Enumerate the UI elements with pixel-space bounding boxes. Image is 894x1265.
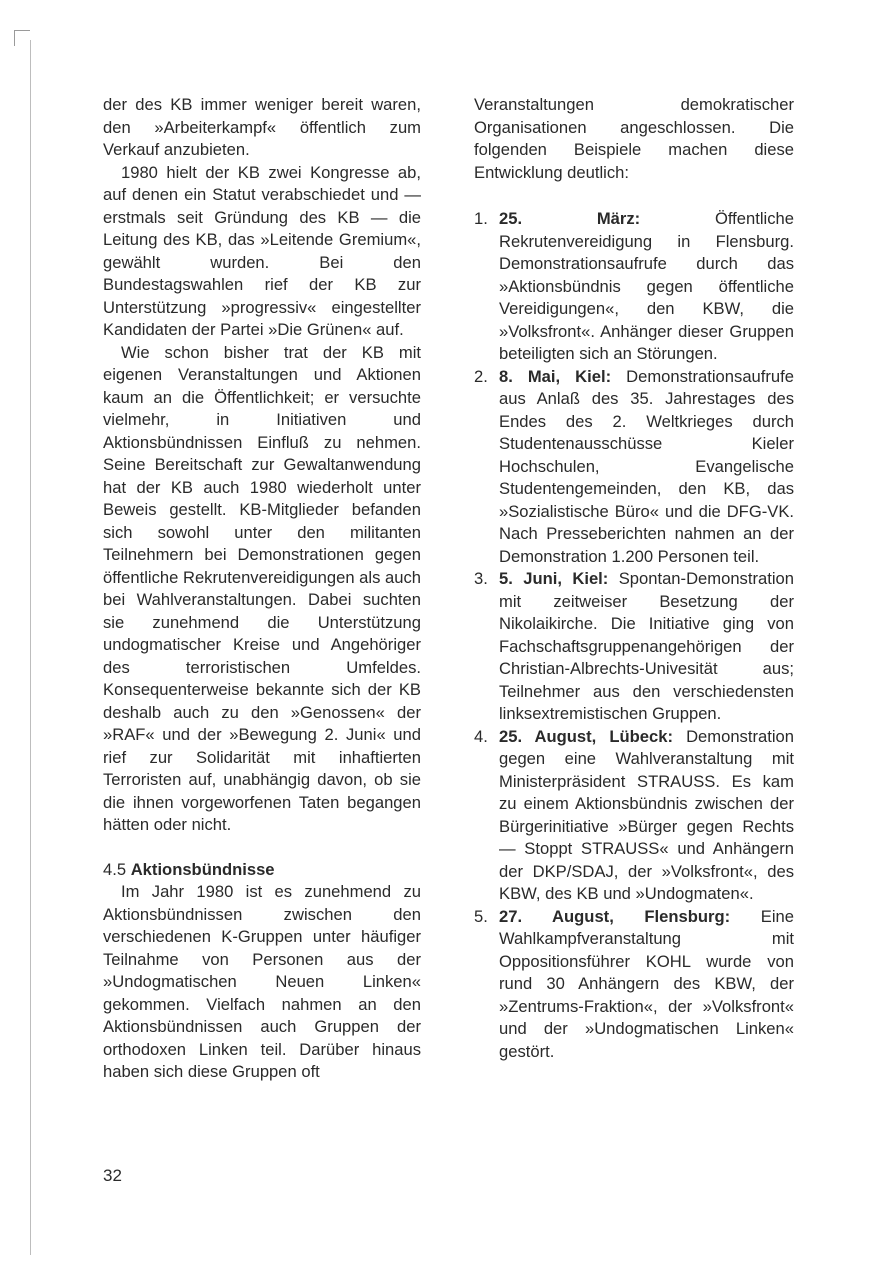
event-heading: 25. März: xyxy=(499,209,641,228)
event-item xyxy=(474,906,794,1064)
scan-corner-mark xyxy=(14,30,30,31)
event-text: Demonstration gegen eine Wahlveranstaltung mit Ministerpräsident STRAUSS. Es kam zu einem Aktionsbündnis zwischen der Bürgerinitiative »Bürger gegen Rechts — Stoppt STRAUSS« und Anhängern der DKP/SDAJ, der »Volksfront«, des KBW, des KB und »Undogmaten«. xyxy=(499,726,794,903)
paragraph-continuation: der des KB immer weniger bereit waren, den »Arbeiterkampf« öffentlich zum Verkauf anzubieten. xyxy=(103,95,421,159)
section-heading xyxy=(103,859,421,882)
section-title: Aktionsbündnisse xyxy=(130,859,275,879)
section-number: 4.5 xyxy=(103,859,127,879)
event-number: 1. xyxy=(474,209,488,228)
event-text: Spontan-Demonstration mit zeitweiser Besetzung der Nikolaikirche. Die Initiative ging von Fachschaftsgruppenangehörigen der Christian-Albrechts-Univesität aus; Teilnehmer aus den verschiedensten linksextremistischen Gruppen. xyxy=(499,569,794,723)
event-number: 4. xyxy=(474,726,488,746)
event-number: 2. xyxy=(474,366,488,386)
event-number: 5. xyxy=(474,906,488,926)
event-heading: 25. August, Lübeck: xyxy=(499,726,673,746)
event-item xyxy=(474,208,794,366)
event-number: 3. xyxy=(474,569,488,588)
event-heading: 27. August, Flensburg: xyxy=(499,906,731,926)
scan-page-edge xyxy=(30,40,31,1255)
scan-corner-mark-vertical xyxy=(14,30,15,46)
paragraph-intro: Veranstaltungen demokratischer Organisationen angeschlossen. Die folgenden Beispiele machen diese Entwicklung deutlich: xyxy=(474,95,794,182)
event-text: Eine Wahlkampfveranstaltung mit Oppositionsführer KOHL wurde von rund 30 Anhängern des KBW, der »Zentrums-Fraktion«, der »Volksfront« und der »Undogmatischen Linken« gestört. xyxy=(499,906,794,1061)
left-column xyxy=(103,94,421,1084)
event-item xyxy=(474,726,794,906)
page-number: 32 xyxy=(103,1166,122,1185)
event-text: Öffentliche Rekrutenvereidigung in Flensburg. Demonstrationsaufrufe durch das »Aktionsbündnis gegen öffentliche Vereidigungen«, den KBW, die »Volksfront«. Anhänger dieser Gruppen beteiligten sich an Störungen. xyxy=(499,209,794,363)
paragraph-kongresse: 1980 hielt der KB zwei Kongresse ab, auf denen ein Statut verabschiedet und — erstmals seit Gründung des KB — die Leitung des KB, das »Leitende Gremium«, gewählt wurden. Bei den Bundestagswahlen rief der KB zur Unterstützung »progressiv« eingestellter Kandidaten der Partei »Die Grünen« auf. xyxy=(103,162,421,339)
event-list xyxy=(474,208,794,1063)
right-column xyxy=(474,94,794,1063)
event-item xyxy=(474,366,794,569)
event-text: Demonstrationsaufrufe aus Anlaß des 35. Jahrestages des Endes des 2. Weltkrieges durch Studentenausschüsse Kieler Hochschulen, Evangelische Studentengemeinden, den KB, das »Sozialistische Büro« und die DFG-VK. Nach Presseberichten nahmen an der Demonstration 1.200 Personen teil. xyxy=(499,366,794,566)
paragraph-aktionsbuendnisse: Im Jahr 1980 ist es zunehmend zu Aktionsbündnissen zwischen den verschiedenen K-Gruppen unter häufiger Teilnahme von Personen aus der »Undogmatischen Neuen Linken« gekommen. Vielfach nahmen an den Aktionsbündnissen auch Gruppen der orthodoxen Linken teil. Darüber hinaus haben sich diese Gruppen oft xyxy=(103,882,421,1081)
event-heading: 8. Mai, Kiel: xyxy=(499,366,612,386)
paragraph-aktionen: Wie schon bisher trat der KB mit eigenen Veranstaltungen und Aktionen kaum an die Öffentlichkeit; er versuchte vielmehr, in Initiativen und Aktionsbündnissen Einfluß zu nehmen. Seine Bereitschaft zur Gewaltanwendung hat der KB auch 1980 wiederholt unter Beweis gestellt. KB-Mitglieder befanden sich sowohl unter den militanten Teilnehmern bei Demonstrationen gegen öffentliche Rekrutenvereidigungen als auch bei Wahlveranstaltungen. Dabei suchten sie zunehmend die Unterstützung undogmatischer Kreise und Angehöriger des terroristischen Umfeldes. Konsequenterweise bekannte sich der KB deshalb auch zu den »Genossen« der »RAF« und der »Bewegung 2. Juni« und rief zur Solidarität mit inhaftierten Terroristen auf, unabhängig davon, ob sie die ihnen vorgeworfenen Taten begangen hätten oder nicht. xyxy=(103,342,421,834)
event-heading: 5. Juni, Kiel: xyxy=(499,569,609,588)
event-item xyxy=(474,568,794,726)
